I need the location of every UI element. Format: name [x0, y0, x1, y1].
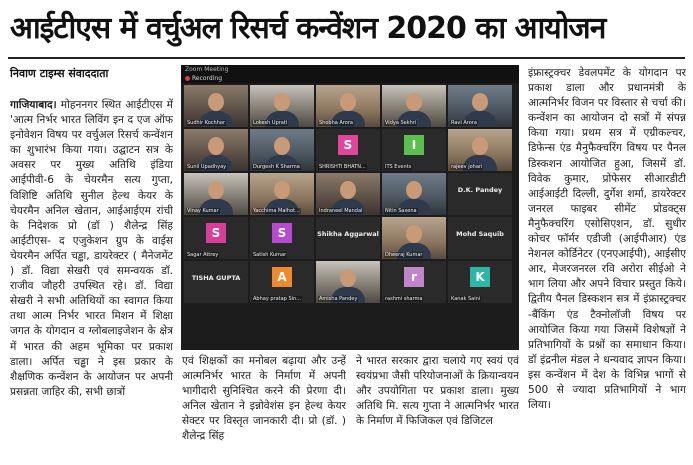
participant-tile [448, 129, 512, 171]
participant-name: Yacchima Malhot... [253, 208, 300, 214]
article-column-3: ने भारत सरकार द्वारा चलाये गए स्वयं एवं स्वयंप्रभा जैसी परियोजनाओं के क्रियान्वयन और उपयोगिता पर प्रकाश डाला। मुख्य अतिथि मि. सत्य गुप्ता ने आत्मनिर्भर भारत के निर्माण में फिजिकल एवं डिजिटल [356, 355, 519, 428]
participant-head [406, 181, 422, 199]
participant-name: Indraneel Mandal [319, 208, 363, 214]
recording-label: Recording [192, 75, 223, 82]
participant-name: rashmi sharma [385, 296, 423, 302]
article-column-2: एवं शिक्षकों का मनोबल बढ़ाया और उन्हें आत्मनिर्भर भारत के निर्माण में अपनी भागीदारी सुनिश्चित करने की प्रेरणा दी। अनिल खेतान ने इन्नोवेशंस इन हेल्थ केयर सेक्टर पर विस्तृत जानकारी दी। प्रो (डॉ. ) शैलेन्द्र सिंह [182, 355, 346, 443]
participant-name: Dheeraj Kumar [385, 252, 423, 258]
participant-tile [250, 85, 314, 127]
participant-name: Abhay pratap Sin... [253, 296, 301, 302]
participant-name: SHRISHTI BHATN... [319, 164, 366, 170]
participant-tile [184, 217, 248, 259]
participant-tile [382, 129, 446, 171]
zoom-title: Zoom Meeting [185, 66, 229, 73]
column-1-text: मोहननगर स्थित आईटीएस में 'आत्म निर्भर भारत लिविंग इन द एज ऑफ इनोवेशन विषय पर वर्चुअल रिसर्च कन्वेंशन का शुभारंभ किया गया। उद्घाटन सत्र के अवसर पर मुख्य अतिथि इंडिया आईपीवी-6 के चेयरमैन सत्य गुप्ता, विशिष्टि अतिथि सुनील हेल्थ केयर के चेयरमैन अनिल खेतान, आईआईएम रांची के निदेशक प्रो (डॉ ) शैलेन्द्र सिंह आईटीएस- द एजुकेशन ग्रुप के वाईस चेयरमैन अर्पित चड्ढा, डायरेक्टर ( मैनेजमेंट ) डॉ. विद्या सेखरी एवं समन्वयक डॉ. राजीव जौहरी उपस्थित रहे। डॉ. विद्या सेखरी ने सभी अतिथियों का स्वागत किया तथा आत्म निर्भर भारत मिशन में शिक्षा जगत के योगदान व ग्लोबलाइजेशन के क्षेत्र में भारत की अहम भूमिका पर प्रकाश डाला। अर्पित चड्ढा ने इस प्रकार के शैक्षणिक कन्वेंशन के आयोजन पर अपनी प्रसन्नता जाहिर की, सभी छात्रों [10, 99, 173, 398]
participant-head [340, 269, 356, 287]
participant-head [340, 181, 356, 199]
participant-name: ITS Events [385, 164, 412, 170]
participant-head [274, 93, 290, 111]
participant-name: Nitin Saxena [385, 208, 417, 214]
participant-head [208, 181, 224, 199]
participant-head [340, 93, 356, 111]
participant-name: Durgesh K Sharma [253, 164, 300, 170]
byline: निवाण टाइम्स संवाददाता [10, 67, 109, 80]
participant-tile [382, 217, 446, 259]
participant-tile [184, 129, 248, 171]
participant-head [472, 137, 488, 155]
participant-avatar: r [404, 267, 424, 287]
participant-avatar: A [272, 267, 292, 287]
participant-name: Ravi Arora [451, 120, 477, 126]
article-column-4: इंफ्रास्ट्रक्चर डेवलपमेंट के योगदान पर प्रकाश डाला और प्रधानमंत्री के आत्मनिर्भर विजन पर विस्तार से चर्चा की। कन्वेंशन का आयोजन दो सत्रों में संपन्न किया गया। प्रथम सत्र में एग्रीकल्चर, डिफेन्स एंड मैनुफैक्चरिंग विषय पर पैनल डिस्कशन आयोजित हुआ, जिसमें डॉ. विवेक कुमार, प्रोफेसर सीआरडीटी आईआईटी दिल्ली, दुर्गेश शर्मा, डायरेक्टर जनरल फाइबर सीमेंट प्रोडक्ट्स मैनुफैक्चरिंग एसोसिएशन, डॉ. सुधीर कोचर फॉर्मर एडीजी (आईपीआर) एंड नेशनल कोर्डिनेटर (एनएआईपी), आईसीए आर, मेजरजनरल रवि अरोरा सीईओ ने भाग लिया और अपने विचार प्रस्तुत किये। द्वितीय पैनल डिस्कशन सत्र में इंफ्रास्ट्रक्चर -बैंकिंग एंड टैक्नोलॉजी विषय पर आयोजित किया गया जिसमें विशेषज्ञों ने प्रतिभागियों के प्रश्नों का समाधान किया। डॉ इंद्रनील मंडल ने धन्यवाद ज्ञापन किया। इस कन्वेंशन में देश के विभिन्न भागों से 500 से ज्यादा प्रतिभागियों ने भाग लिया। [528, 67, 686, 412]
participant-tile [250, 173, 314, 215]
record-dot-icon [185, 76, 190, 81]
recording-indicator [185, 75, 222, 82]
participant-head [406, 93, 422, 111]
headline: आईटीएस में वर्चुअल रिसर्च कन्वेंशन 2020 का आयोजन [10, 11, 606, 46]
article-column-1 [10, 98, 173, 453]
participant-avatar: S [272, 223, 292, 243]
participant-name: Satish Kumar [253, 252, 287, 258]
participant-name: Vinay Kumar [187, 208, 219, 214]
participant-head [406, 225, 422, 243]
participant-display-name: Mohd Saquib [456, 230, 504, 238]
participant-head [208, 93, 224, 111]
participant-name: Sunil Upadhyay [187, 164, 227, 170]
participant-tile [448, 173, 512, 215]
participant-name: Sagar Attrey [187, 252, 219, 258]
participant-tile [316, 217, 380, 259]
participant-head [274, 181, 290, 199]
participant-tile [250, 261, 314, 303]
participant-name: Lokesh Uprati [253, 120, 288, 126]
participant-name: Sudhir Kochhar [187, 120, 226, 126]
participant-tile [184, 85, 248, 127]
participant-tile [184, 261, 248, 303]
participant-display-name: TISHA GUPTA [191, 274, 241, 282]
headline-rule [8, 57, 685, 59]
participant-tile [184, 173, 248, 215]
zoom-title-bar [181, 65, 519, 83]
participant-avatar: S [206, 223, 226, 243]
participant-avatar: S [338, 135, 358, 155]
participant-tile [316, 129, 380, 171]
participant-tile [382, 173, 446, 215]
participant-tile [250, 129, 314, 171]
participant-head [208, 137, 224, 155]
participant-head [472, 93, 488, 111]
participant-tile [382, 85, 446, 127]
dateline: गाजियाबाद। [10, 99, 57, 111]
participant-tile [448, 261, 512, 303]
participant-tile [448, 217, 512, 259]
participant-display-name: D.K. Pandey [457, 186, 503, 194]
zoom-meeting-photo [181, 65, 519, 350]
participant-display-name: Shikha Aggarwal [317, 230, 379, 238]
participant-name: Shobha Arora [319, 120, 353, 126]
participant-tile [316, 173, 380, 215]
participant-avatar: K [470, 267, 490, 287]
participant-avatar: I [404, 135, 424, 155]
participant-tile [250, 217, 314, 259]
participant-tile [382, 261, 446, 303]
participant-tile [316, 85, 380, 127]
participant-head [274, 137, 290, 155]
participant-name: Amisha Pandey [319, 296, 358, 302]
participant-tile [448, 85, 512, 127]
participant-tile [316, 261, 380, 303]
participant-name: Vidya Sekhri [385, 120, 417, 126]
participant-name: rajeev johari [451, 164, 483, 170]
participant-grid [184, 85, 516, 303]
participant-name: Kanak Saini [451, 296, 481, 302]
